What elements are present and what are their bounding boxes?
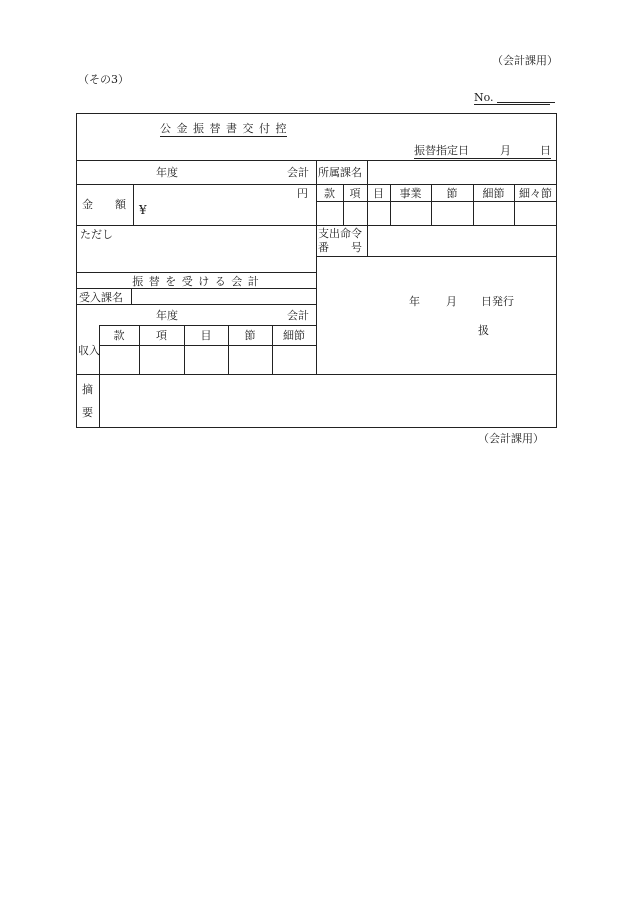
income-col-kan: 款 — [113, 329, 125, 342]
budget-col-moku: 目 — [373, 187, 384, 200]
budget-col-saisetsu: 細節 — [482, 187, 505, 200]
receiving-nendo-label: 年度 — [156, 309, 178, 322]
receiving-kaikei-label: 会計 — [287, 309, 309, 322]
proviso-field[interactable] — [80, 243, 312, 269]
yen-mark: ¥ — [139, 203, 147, 217]
summary-field[interactable] — [101, 376, 555, 426]
proviso-label: ただし — [80, 228, 113, 241]
expense-order-field[interactable] — [368, 226, 556, 255]
income-col-saisetsu: 細節 — [283, 329, 305, 342]
income-col-setsu: 節 — [244, 329, 256, 342]
issue-year-label: 年 — [409, 295, 420, 308]
issue-month-label: 月 — [446, 295, 457, 308]
no-label: No. — [474, 91, 494, 104]
handler-label: 扱 — [478, 324, 489, 337]
budget-col-jigyou: 事業 — [399, 187, 422, 200]
amount-label: 金 額 — [82, 198, 126, 211]
budget-col-setsu: 節 — [446, 187, 458, 200]
section-label-top: （会計課用） — [492, 54, 558, 67]
expense-order-label-1: 支出命令 — [318, 227, 362, 240]
section-label-bottom: （会計課用） — [478, 432, 544, 445]
transfer-date-label: 振替指定日 — [414, 144, 469, 157]
amount-field[interactable] — [152, 186, 292, 222]
yen-label: 円 — [297, 187, 308, 200]
issue-day-label: 日発行 — [481, 295, 514, 308]
budget-col-kou: 項 — [349, 187, 361, 200]
summary-label-2: 要 — [82, 406, 93, 419]
transfer-day: 日 — [540, 144, 551, 157]
nendo-label: 年度 — [156, 166, 178, 179]
dept-name-field[interactable] — [368, 161, 556, 183]
transfer-month: 月 — [500, 144, 511, 157]
form-title: 公 金 振 替 書 交 付 控 — [160, 122, 288, 135]
document-number[interactable] — [474, 92, 555, 103]
transfer-date[interactable] — [414, 145, 551, 156]
no-field[interactable] — [497, 92, 555, 103]
receiving-dept-label: 受入課名 — [79, 291, 123, 304]
kaikei-label: 会計 — [287, 166, 309, 179]
receiving-dept-field[interactable] — [133, 289, 315, 303]
income-col-kou: 項 — [156, 329, 167, 342]
income-label: 収入 — [78, 344, 100, 357]
budget-col-saisaisetsu: 細々節 — [519, 187, 552, 200]
income-col-moku: 目 — [200, 329, 212, 342]
summary-label-1: 摘 — [82, 383, 93, 396]
receiving-account-header: 振 替 を 受 け る 会 計 — [132, 275, 260, 288]
expense-order-label-2: 番 号 — [318, 241, 362, 254]
page-ref: （その3） — [78, 73, 129, 86]
budget-col-kan: 款 — [324, 187, 335, 200]
dept-name-label: 所属課名 — [318, 166, 362, 179]
